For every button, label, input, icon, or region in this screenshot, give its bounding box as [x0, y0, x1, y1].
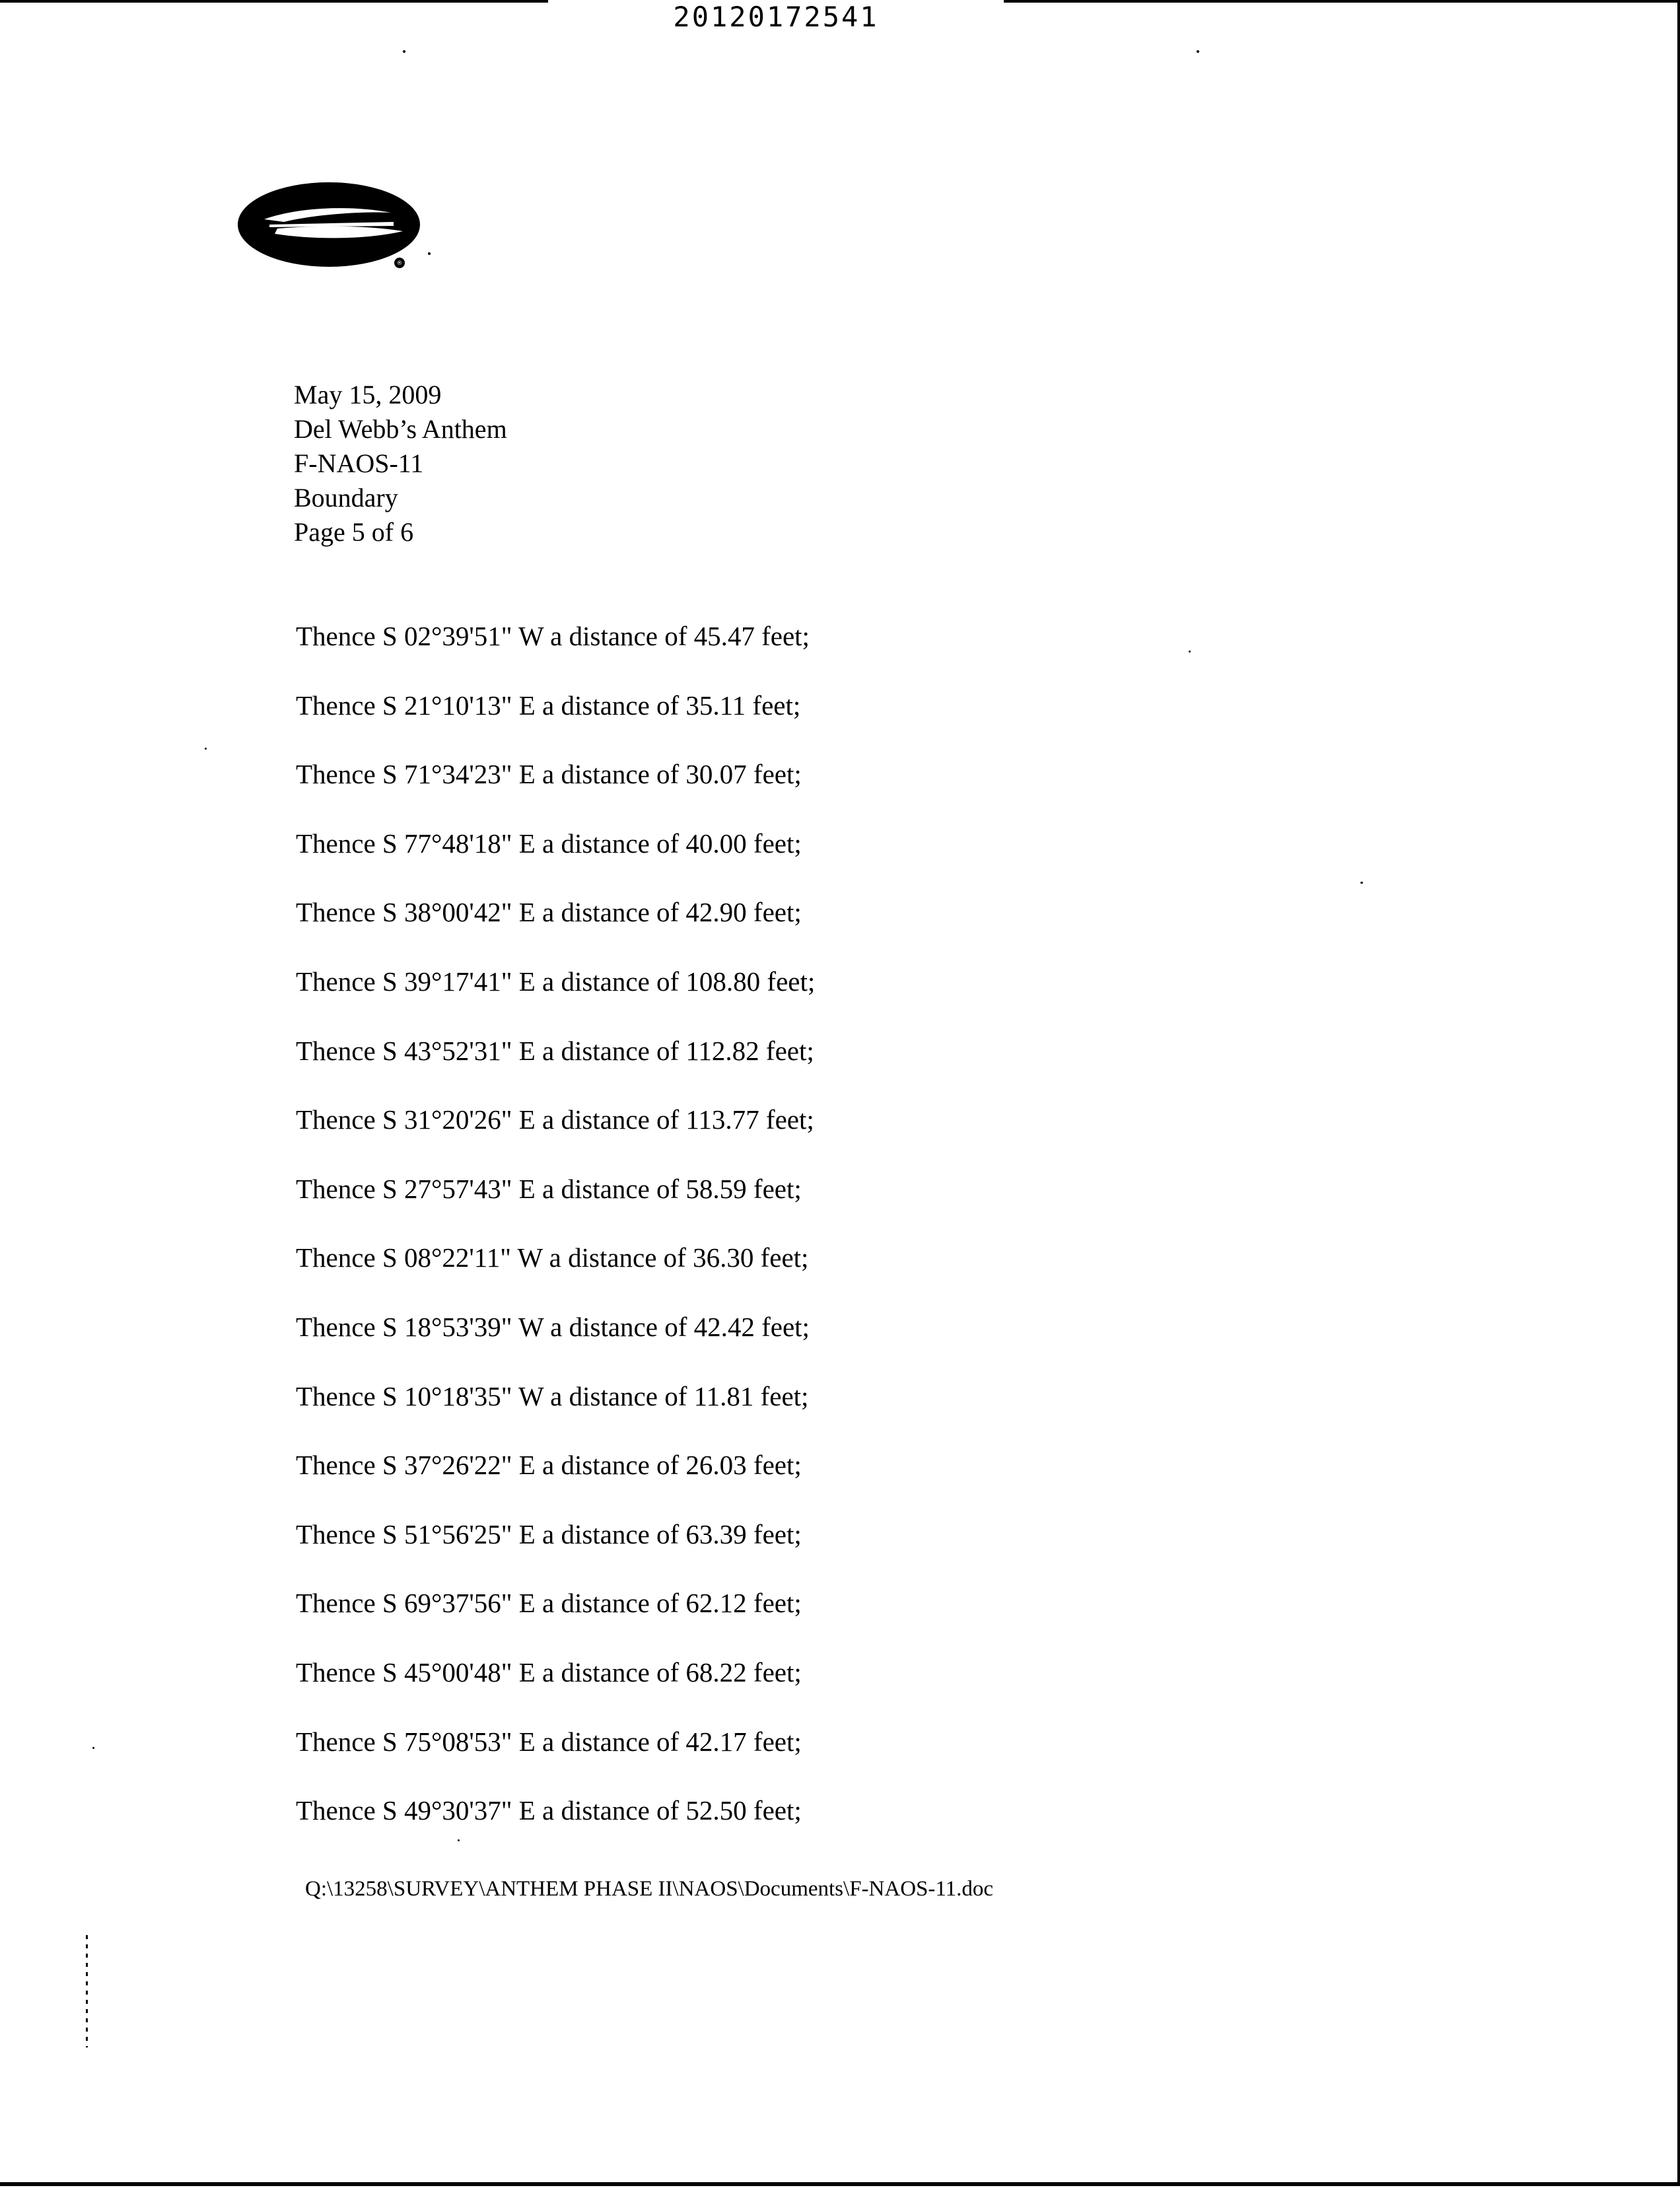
scan-speck	[1197, 50, 1199, 53]
scan-speck	[1360, 882, 1363, 884]
header-project: Del Webb’s Anthem	[294, 414, 507, 444]
registered-mark: ®	[396, 260, 403, 267]
scan-speck	[1189, 651, 1191, 653]
margin-dash-marks	[86, 1935, 88, 2047]
scan-speck	[205, 748, 207, 750]
document-number-band	[548, 0, 1004, 37]
scan-speck	[428, 252, 431, 255]
scan-speck	[403, 50, 405, 53]
course-line: Thence S 71°34'23" E a distance of 30.07 feet;	[296, 759, 802, 790]
course-line: Thence S 38°00'42" E a distance of 42.90 feet;	[296, 897, 802, 928]
document-header	[294, 378, 507, 550]
header-parcel: F-NAOS-11	[294, 448, 424, 478]
course-line: Thence S 45°00'48" E a distance of 68.22 feet;	[296, 1656, 802, 1687]
course-line: Thence S 51°56'25" E a distance of 63.39 feet;	[296, 1518, 802, 1549]
course-line: Thence S 02°39'51" W a distance of 45.47 feet;	[296, 621, 810, 651]
course-line: Thence S 18°53'39" W a distance of 42.42 feet;	[296, 1311, 810, 1342]
course-line: Thence S 27°57'43" E a distance of 58.59 feet;	[296, 1173, 802, 1204]
course-line: Thence S 08°22'11" W a distance of 36.30 feet;	[296, 1242, 809, 1273]
s-oval-logo-icon	[238, 178, 436, 277]
header-page-number: Page 5 of 6	[294, 517, 414, 547]
course-line: Thence S 43°52'31" E a distance of 112.82 feet;	[296, 1035, 814, 1066]
course-line: Thence S 75°08'53" E a distance of 42.17 feet;	[296, 1726, 802, 1757]
course-line: Thence S 10°18'35" W a distance of 11.81 feet;	[296, 1380, 809, 1411]
document-number: 20120172541	[673, 1, 879, 33]
course-line: Thence S 31°20'26" E a distance of 113.77 feet;	[296, 1104, 814, 1135]
header-date: May 15, 2009	[294, 380, 442, 409]
course-line: Thence S 69°37'56" E a distance of 62.12 feet;	[296, 1588, 802, 1619]
course-line: Thence S 21°10'13" E a distance of 35.11 feet;	[296, 690, 801, 721]
boundary-courses-list	[296, 618, 1418, 1861]
course-line: Thence S 49°30'37" E a distance of 52.50 feet;	[296, 1795, 802, 1826]
header-description: Boundary	[294, 483, 398, 513]
course-line: Thence S 77°48'18" E a distance of 40.00 feet;	[296, 828, 802, 859]
file-path-footer: Q:\13258\SURVEY\ANTHEM PHASE II\NAOS\Documents\F-NAOS-11.doc	[305, 1877, 994, 1901]
scan-speck	[458, 1839, 460, 1841]
course-line: Thence S 37°26'22" E a distance of 26.03 feet;	[296, 1450, 802, 1481]
course-line: Thence S 39°17'41" E a distance of 108.80 feet;	[296, 966, 816, 997]
scan-speck	[92, 1747, 94, 1749]
